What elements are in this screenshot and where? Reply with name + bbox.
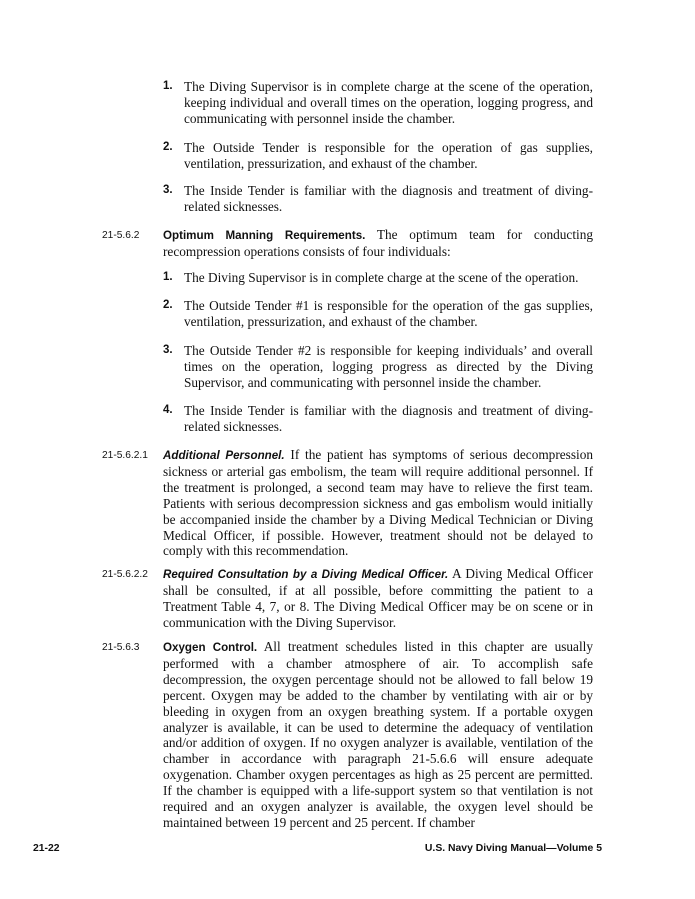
optimum-manning-paragraph — [163, 227, 593, 260]
oxygen-control-paragraph — [163, 639, 593, 831]
section-number: 21-5.6.3 — [102, 642, 140, 653]
list-text: The Diving Supervisor is in complete charge at the scene of the operation, keeping individual and overall times on the operation, logging progress, and communicating with personnel inside the chamber. — [184, 79, 593, 126]
list-number: 3. — [163, 344, 173, 356]
intro-list-item-2 — [163, 140, 593, 172]
list-text: The Outside Tender #1 is responsible for the operation of the gas supplies, ventilation, pressurization, and exhaust of the chamber. — [184, 298, 593, 329]
list-number: 3. — [163, 184, 173, 196]
page-number: 21-22 — [33, 843, 60, 854]
section-heading: Additional Personnel. — [163, 449, 285, 462]
section-number: 21-5.6.2.2 — [102, 569, 148, 580]
additional-personnel-paragraph — [163, 447, 593, 559]
section-text: If the patient has symptoms of serious decompression sickness or arterial gas embolism, the team will require additional personnel. If the treatment is prolonged, a second team may have to relieve the first team. Patients with serious decompression sickness and gas embolism would initially be accompanied inside the chamber by a Diving Medical Technician or Diving Medical Officer, if possible. However, treatment should not be delayed to comply with this recommendation. — [163, 447, 594, 559]
list-number: 2. — [163, 141, 173, 153]
section-heading: Required Consultation by a Diving Medical Officer. — [163, 568, 449, 581]
section-number: 21-5.6.2 — [102, 230, 140, 241]
section-heading: Oxygen Control. — [163, 641, 258, 654]
section-text: A Diving Medical Officer shall be consulted, if at all possible, before committing the patient to a Treatment Table 4, 7, or 8. The Diving Medical Officer may be on scene or in communication with the Diving Supervisor. — [163, 566, 594, 630]
intro-list-item-3 — [163, 183, 593, 215]
section-number: 21-5.6.2.1 — [102, 450, 148, 461]
list-text: The Outside Tender #2 is responsible for keeping individuals’ and overall times on the operation, logging progress as directed by the Diving Supervisor, and communicating with personnel inside the chamber. — [184, 343, 593, 390]
manning-list-item-3 — [163, 343, 593, 391]
required-consultation-paragraph — [163, 566, 593, 631]
list-number: 4. — [163, 404, 173, 416]
list-text: The Inside Tender is familiar with the diagnosis and treatment of diving-related sicknesses. — [184, 183, 593, 214]
section-text: The optimum team for conducting recompression operations consists of four individuals: — [163, 227, 594, 259]
section-text: All treatment schedules listed in this chapter are usually performed with a chamber atmosphere of air. To accomplish safe decompression, the oxygen percentage should not be allowed to fall below 19 percent. Oxygen may be added to the chamber by ventilating with air or by bleeding in oxygen from an oxygen breathing system. If a portable oxygen analyzer is available, it can be used to determine the adequacy of ventilation and/or addition of oxygen. If no oxygen analyzer is available, ventilation of the chamber in accordance with paragraph 21-5.6.6 will ensure adequate oxygenation. Chamber oxygen percentages as high as 25 percent are permitted. If the chamber is equipped with a life-support system so that ventilation is not required and an oxygen analyzer is available, the oxygen level should be maintained between 19 percent and 25 percent. If chamber — [163, 639, 593, 830]
list-text: The Inside Tender is familiar with the diagnosis and treatment of diving-related sicknesses. — [184, 403, 593, 434]
manning-list-item-1 — [163, 270, 593, 286]
list-number: 2. — [163, 299, 173, 311]
list-text: The Diving Supervisor is in complete charge at the scene of the operation. — [184, 270, 579, 285]
intro-list-item-1 — [163, 79, 593, 127]
list-number: 1. — [163, 271, 173, 283]
manning-list-item-2 — [163, 298, 593, 330]
list-text: The Outside Tender is responsible for the operation of gas supplies, ventilation, pressurization, and exhaust of the chamber. — [184, 140, 593, 171]
manual-title: U.S. Navy Diving Manual—Volume 5 — [424, 843, 602, 854]
section-heading: Optimum Manning Requirements. — [163, 229, 366, 242]
manning-list-item-4 — [163, 403, 593, 435]
list-number: 1. — [163, 80, 173, 92]
